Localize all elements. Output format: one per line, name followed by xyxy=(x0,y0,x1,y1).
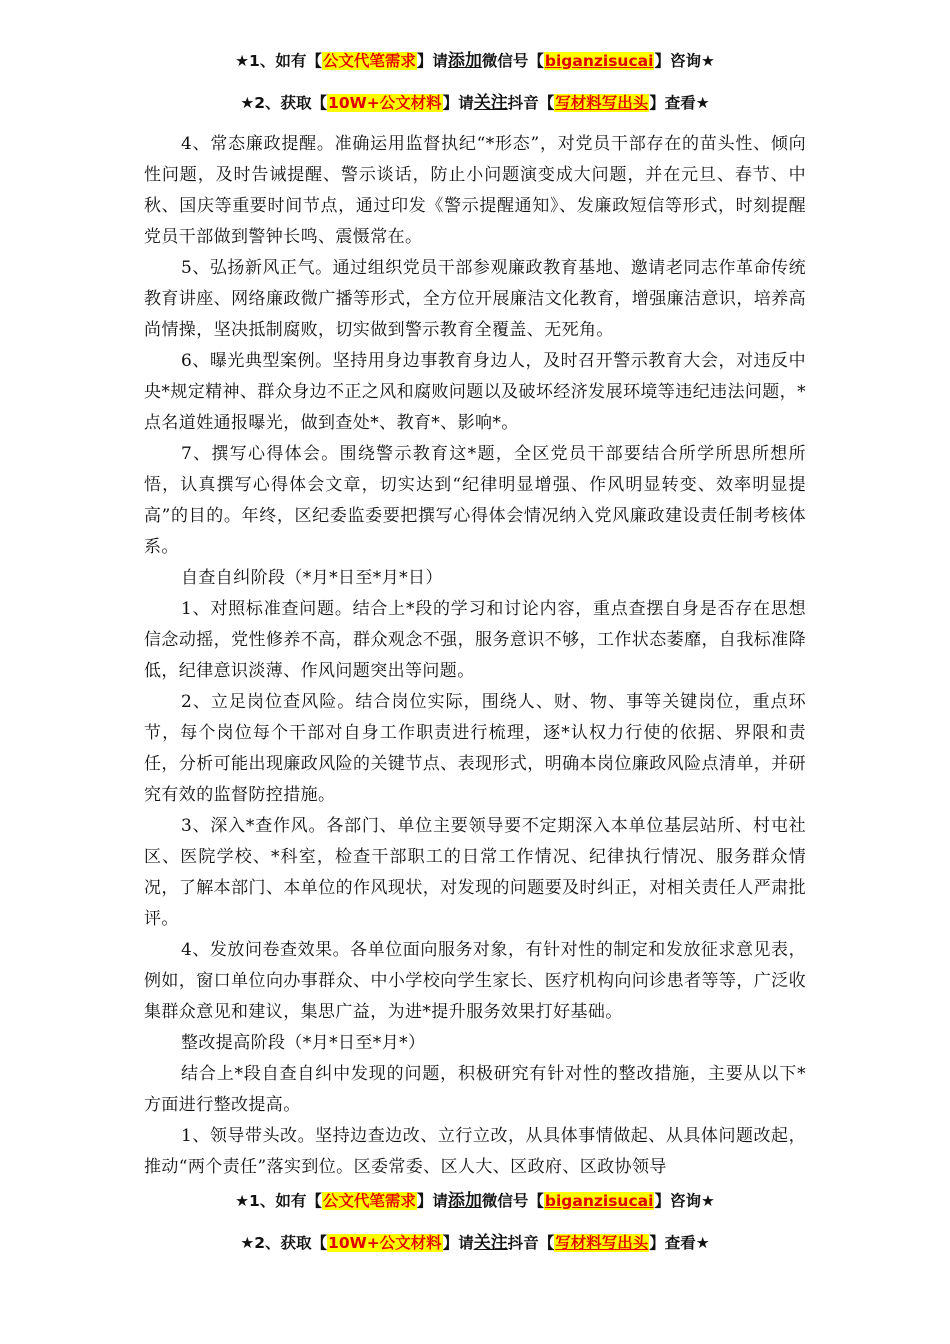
banner-highlight: 10W+公文材料 xyxy=(328,1234,442,1252)
paragraph: 6、曝光典型案例。坚持用身边事教育身边人，及时召开警示教育大会，对违反中央*规定精神、群众身边不正之风和腐败问题以及破坏经济发展环境等违纪违法问题，*点名道姓通报曝光，做到查处*、教育*、影响*。 xyxy=(144,351,806,433)
banner-text: 】查看★ xyxy=(649,1234,710,1252)
banner-highlight: 公文代笔需求 xyxy=(322,52,416,70)
paragraph: 结合上*段自查自纠中发现的问题，积极研究有针对性的整改措施，主要从以下*方面进行整改提高。 xyxy=(144,1064,806,1115)
banner-highlight: 写材料写出头 xyxy=(555,94,649,112)
banner-text: ★1、如有【 xyxy=(235,1192,322,1210)
banner-highlight: 公文代笔需求 xyxy=(322,1192,416,1210)
section-heading: 自查自纠阶段（*月*日至*月*日） xyxy=(181,568,443,588)
paragraph: 7、撰写心得体会。围绕警示教育这*题，全区党员干部要结合所学所思所想所悟，认真撰写心得体会文章，切实达到“纪律明显增强、作风明显转变、效率明显提高”的目的。年终，区纪委监委要把撰写心得体会情况纳入党风廉政建设责任制考核体系。 xyxy=(144,444,806,557)
promo-banner-bottom-2 xyxy=(0,1228,950,1253)
banner-text: ★1、如有【 xyxy=(235,52,322,70)
paragraph: 4、常态廉政提醒。准确运用监督执纪“*形态”，对党员干部存在的苗头性、倾向性问题，及时告诫提醒、警示谈话，防止小问题演变成大问题，并在元旦、春节、中秋、国庆等重要时间节点，通过印发《警示提醒通知》、发廉政短信等形式，时刻提醒党员干部做到警钟长鸣、震慑常在。 xyxy=(144,134,806,247)
banner-text: 抖音【 xyxy=(507,94,555,112)
banner-highlight: biganzisucai xyxy=(544,1192,654,1210)
banner-text: ★2、获取【 xyxy=(240,1234,328,1252)
promo-banner-bottom-1 xyxy=(0,1186,950,1211)
paragraph: 4、发放问卷查效果。各单位面向服务对象，有针对性的制定和发放征求意见表，例如，窗口单位向办事群众、中小学校向学生家长、医疗机构向问诊患者等等，广泛收集群众意见和建议，集思广益，为进*提升服务效果打好基础。 xyxy=(144,940,806,1022)
paragraph: 2、立足岗位查风险。结合岗位实际，围绕人、财、物、事等关键岗位，重点环节，每个岗位每个干部对自身工作职责进行梳理，逐*认权力行使的依据、界限和责任，分析可能出现廉政风险的关键节点、表现形式，明确本岗位廉政风险点清单，并研究有效的监督防控措施。 xyxy=(144,692,806,805)
banner-text: 】请 xyxy=(442,1234,474,1252)
banner-highlight: 写材料写出头 xyxy=(555,1234,649,1252)
paragraph: 1、对照标准查问题。结合上*段的学习和讨论内容，重点查摆自身是否存在思想信念动摇，党性修养不高，群众观念不强，服务意识不够，工作状态萎靡，自我标准降低，纪律意识淡薄、作风问题突出等问题。 xyxy=(144,599,806,681)
banner-text: 】咨询★ xyxy=(654,1192,715,1210)
banner-text: 】咨询★ xyxy=(654,52,715,70)
banner-text: 】请 xyxy=(442,94,474,112)
banner-text: 】请 xyxy=(416,52,448,70)
banner-text: 微信号【 xyxy=(481,1192,544,1210)
section-heading: 整改提高阶段（*月*日至*月*） xyxy=(181,1033,426,1053)
promo-banner-top-2 xyxy=(0,88,950,113)
banner-text: 抖音【 xyxy=(507,1234,555,1252)
banner-emphasis: 添加 xyxy=(447,51,482,71)
banner-highlight: biganzisucai xyxy=(544,52,654,70)
banner-emphasis: 添加 xyxy=(447,1191,482,1211)
document-body xyxy=(144,129,806,1183)
paragraph: 3、深入*查作风。各部门、单位主要领导要不定期深入本单位基层站所、村屯社区、医院学校、*科室，检查干部职工的日常工作情况、纪律执行情况、服务群众情况，了解本部门、本单位的作风现状，对发现的问题要及时纠正，对相关责任人严肃批评。 xyxy=(144,816,806,929)
banner-emphasis: 关注 xyxy=(473,93,508,113)
paragraph: 1、领导带头改。坚持边查边改、立行立改，从具体事情做起、从具体问题改起，推动“两个责任”落实到位。区委常委、区人大、区政府、区政协领导 xyxy=(144,1126,806,1177)
banner-text: 】请 xyxy=(416,1192,448,1210)
banner-text: ★2、获取【 xyxy=(240,94,328,112)
paragraph: 5、弘扬新风正气。通过组织党员干部参观廉政教育基地、邀请老同志作革命传统教育讲座、网络廉政微广播等形式，全方位开展廉洁文化教育，增强廉洁意识，培养高尚情操，坚决抵制腐败，切实做到警示教育全覆盖、无死角。 xyxy=(144,258,806,340)
banner-highlight: 10W+公文材料 xyxy=(328,94,442,112)
promo-banner-top-1 xyxy=(0,46,950,71)
banner-text: 】查看★ xyxy=(649,94,710,112)
banner-emphasis: 关注 xyxy=(473,1233,508,1253)
banner-text: 微信号【 xyxy=(481,52,544,70)
